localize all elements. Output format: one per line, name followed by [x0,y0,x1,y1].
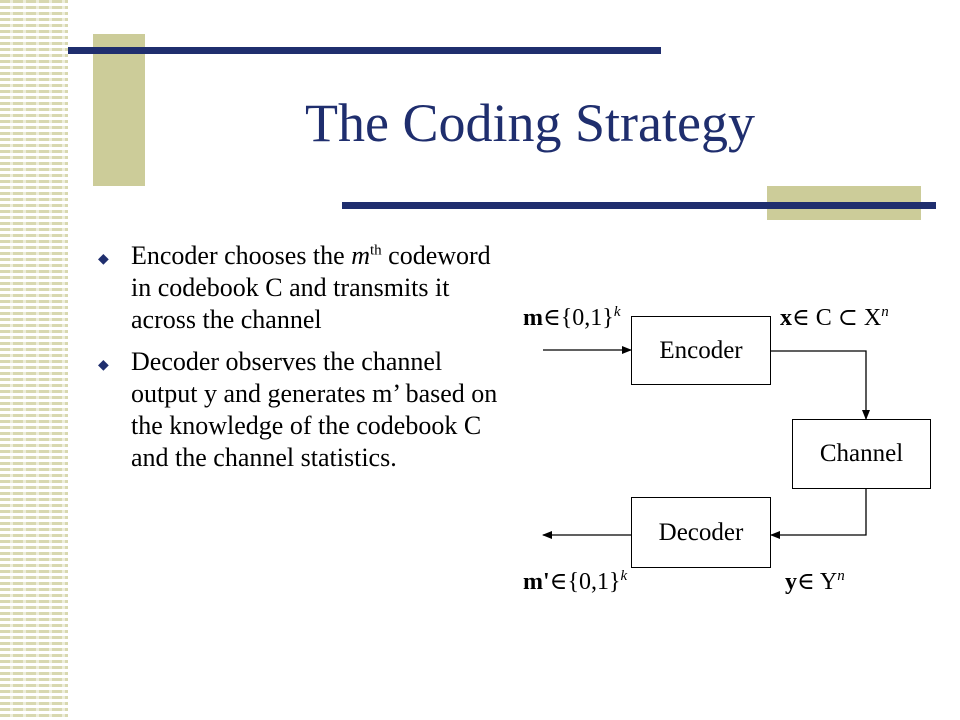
bullet-item-encoder: ◆ Encoder chooses the $m^{th}$ codeword in codebook C and transmits it across the channel [98,241,491,334]
channel-label: Channel [819,440,904,467]
channel-to-decoder-arrow [771,488,866,535]
codeword-label: x∈ C ⊂ $X^n$ [780,304,889,331]
encoder-box [631,316,771,385]
diamond-bullet-icon: ◆ [98,252,109,267]
channel-box [792,419,931,489]
encoder-label: Encoder [659,336,743,364]
decoder-label: Decoder [658,518,744,546]
estimate-message-label: $m'\in\{0,1\}^k$ [523,568,628,595]
diamond-bullet-icon: ◆ [98,358,109,373]
decoder-box [631,497,771,568]
input-message-label: $m\in\{0,1\}^k$ [523,304,621,331]
slide-title: The Coding Strategy [305,93,755,153]
bullet-item-decoder: ◆ Decoder observes the channel output y and generates m’ based on the knowledge of the codebook C and the channel statistics. [98,347,498,472]
encoder-to-channel-arrow [769,351,866,419]
channel-output-label: y∈ $Y^n$ [785,568,845,595]
